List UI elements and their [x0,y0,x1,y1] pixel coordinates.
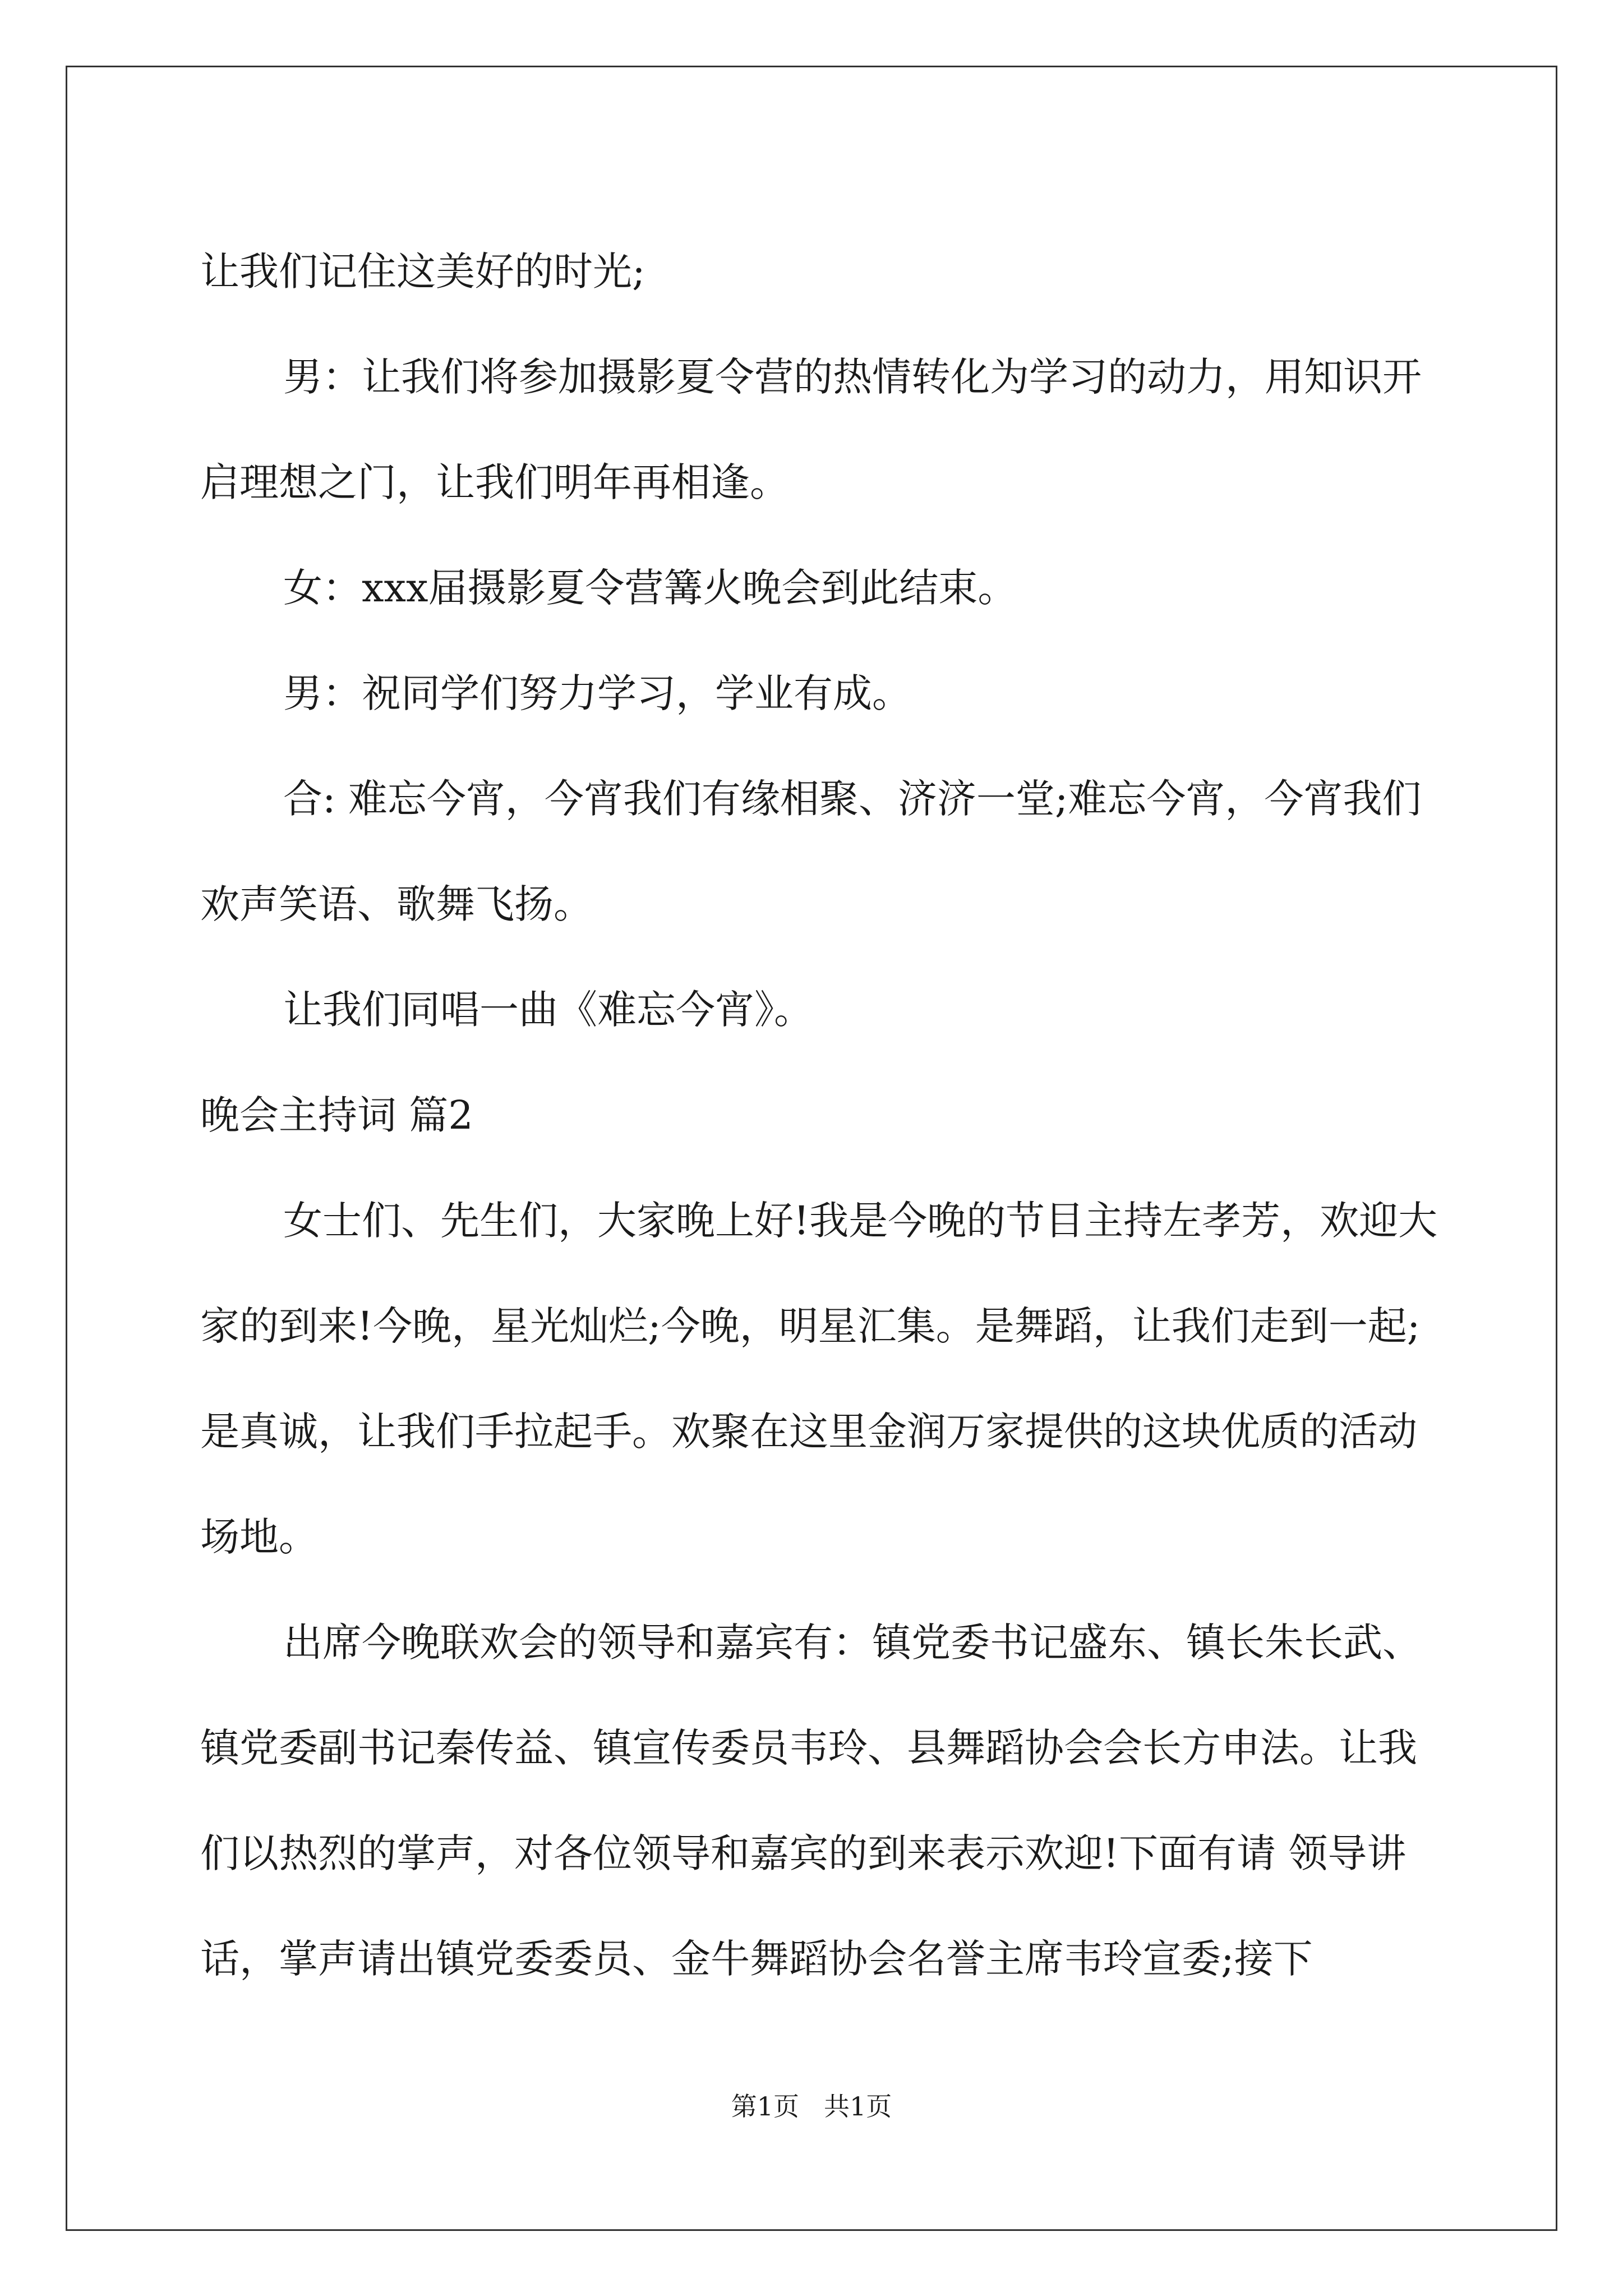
paragraph-7: 女士们、先生们，大家晚上好!我是今晚的节目主持左孝芳，欢迎大家的到来!今晚，星光灿烂;今晚，明星汇集。是舞蹈，让我们走到一起;是真诚，让我们手拉起手。欢聚在这里金润万家提供的这块优质的活动场地。 [200,1198,1438,1560]
paragraph-6: 让我们同唱一曲《难忘今宵》。 [283,987,813,1033]
paragraph-8: 出席今晚联欢会的领导和嘉宾有：镇党委书记盛东、镇长朱长武、镇党委副书记秦传益、镇宣传委员韦玲、县舞蹈协会会长方申法。让我们以热烈的掌声，对各位领导和嘉宾的到来表示欢迎!下面有请 领导讲话，掌声请出镇党委委员、金牛舞蹈协会名誉主席韦玲宣委;接下 [200,1619,1422,1982]
page-number: 第1页 [731,2091,799,2122]
document-body [200,219,1440,2012]
paragraph-3: 女：xxx届摄影夏令营篝火晚会到此结束。 [283,565,1017,611]
page-total: 共1页 [824,2091,892,2122]
page-footer [0,2090,1623,2123]
paragraph-4: 男：祝同学们努力学习，学业有成。 [283,670,911,716]
paragraph-5: 合: 难忘今宵，今宵我们有缘相聚、济济一堂;难忘今宵，今宵我们欢声笑语、歌舞飞扬。 [200,776,1422,927]
section-heading: 晚会主持词 篇2 [200,1092,473,1138]
paragraph-2: 男：让我们将参加摄影夏令营的热情转化为学习的动力，用知识开启理想之门，让我们明年再相逢。 [200,354,1422,505]
paragraph-1: 让我们记住这美好的时光; [200,249,645,295]
